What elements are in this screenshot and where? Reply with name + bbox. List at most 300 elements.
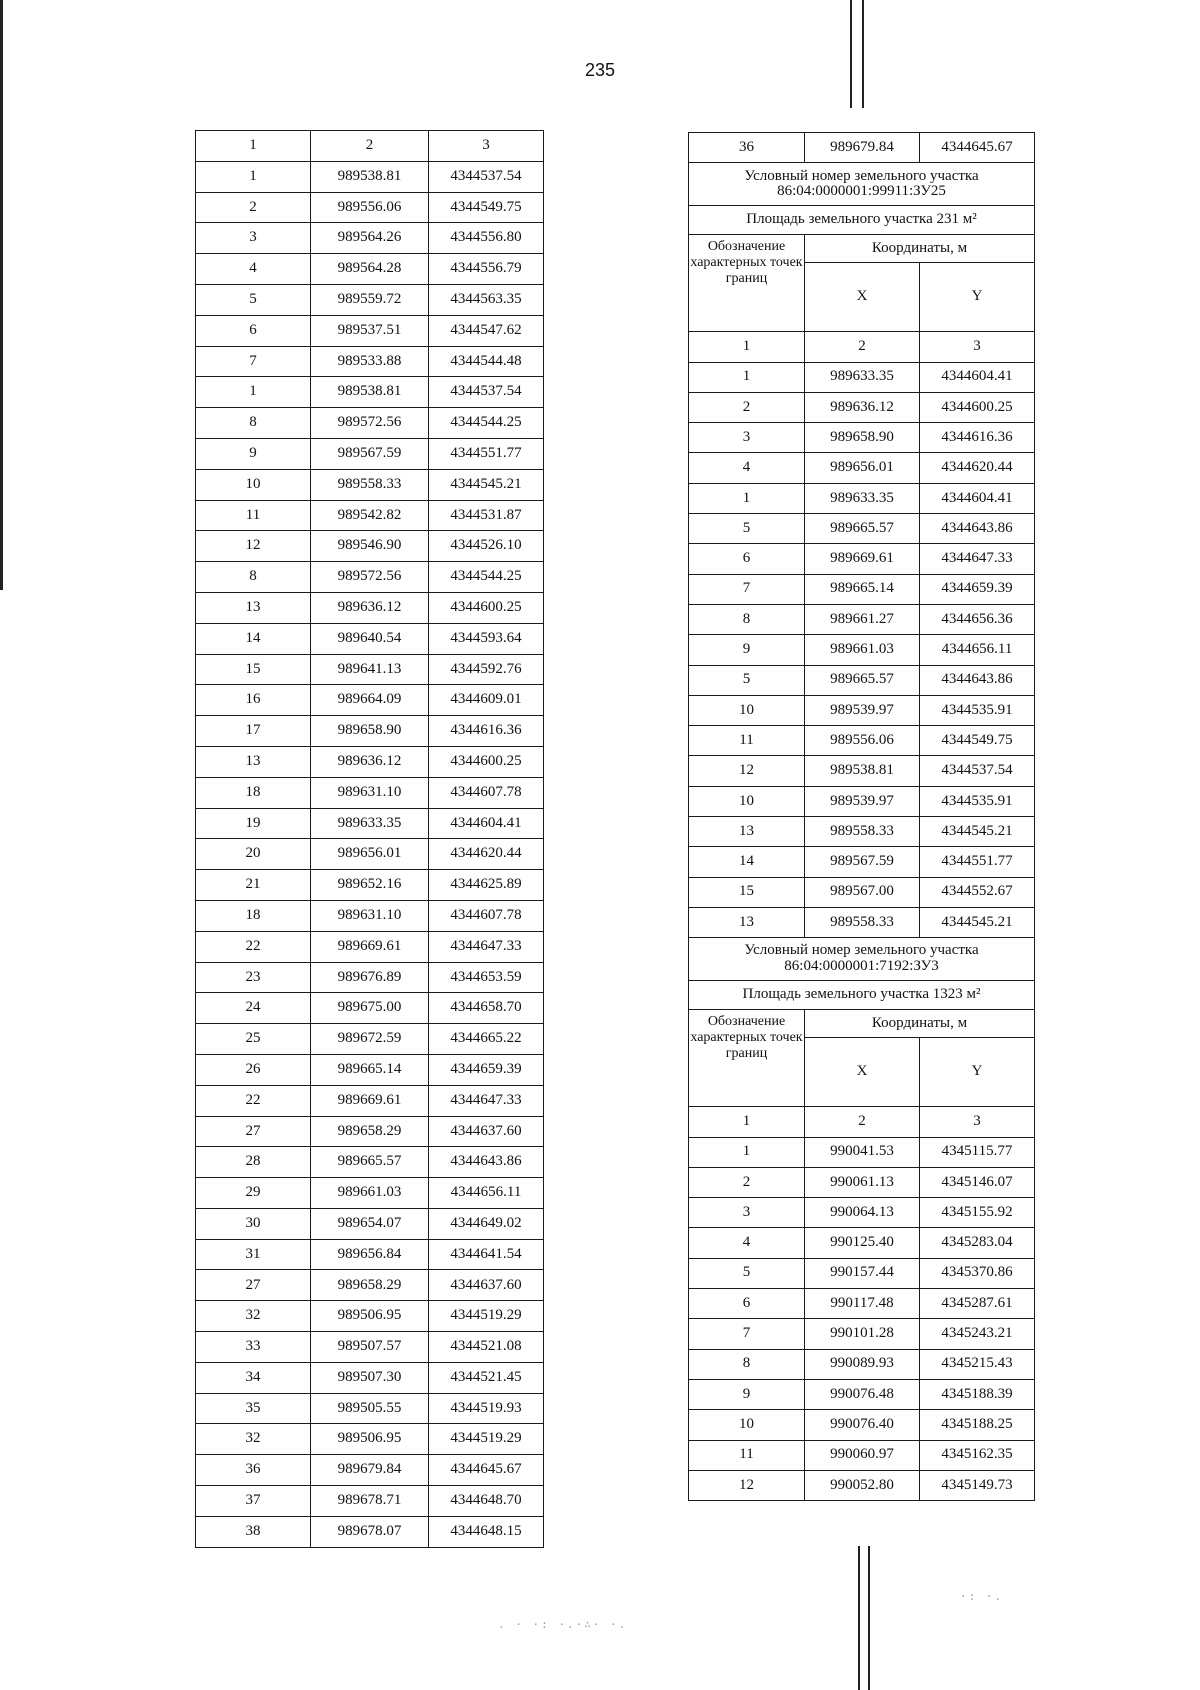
y-coordinate-cell: 4344637.60 bbox=[429, 1116, 544, 1147]
table-row bbox=[196, 1085, 544, 1116]
point-number-cell: 22 bbox=[196, 1085, 311, 1116]
table-row bbox=[689, 665, 1035, 695]
parcel-number-title: Условный номер земельного участка 86:04:0000001:99911:ЗУ25 bbox=[689, 163, 1035, 206]
x-coordinate-cell: 989539.97 bbox=[805, 695, 920, 725]
point-number-cell: 19 bbox=[196, 808, 311, 839]
coordinates-header: Координаты, м bbox=[805, 235, 1035, 263]
table-row bbox=[689, 726, 1035, 756]
column-index-row bbox=[689, 1107, 1035, 1137]
table-row bbox=[196, 192, 544, 223]
y-coordinate-cell: 4344656.11 bbox=[920, 635, 1035, 665]
table-row bbox=[196, 1270, 544, 1301]
table-row bbox=[689, 423, 1035, 453]
table-row bbox=[689, 847, 1035, 877]
y-coordinate-cell: 4345370.86 bbox=[920, 1258, 1035, 1288]
y-coordinate-cell: 4344549.75 bbox=[429, 192, 544, 223]
x-coordinate-cell: 989636.12 bbox=[311, 592, 429, 623]
x-coordinate-cell: 989506.95 bbox=[311, 1301, 429, 1332]
x-coordinate-cell: 989631.10 bbox=[311, 777, 429, 808]
table-row bbox=[196, 531, 544, 562]
table-row bbox=[689, 907, 1035, 937]
table-row bbox=[689, 1228, 1035, 1258]
x-coordinate-cell: 989546.90 bbox=[311, 531, 429, 562]
point-number-cell: 2 bbox=[196, 192, 311, 223]
x-coordinate-cell: 989567.59 bbox=[311, 438, 429, 469]
point-number-cell: 3 bbox=[689, 1198, 805, 1228]
y-coordinate-cell: 4344604.41 bbox=[920, 362, 1035, 392]
x-coordinate-cell: 989558.33 bbox=[311, 469, 429, 500]
x-coordinate-cell: 989669.61 bbox=[805, 544, 920, 574]
point-number-cell: 32 bbox=[196, 1301, 311, 1332]
point-number-cell: 38 bbox=[196, 1516, 311, 1547]
y-coordinate-cell: 4344521.08 bbox=[429, 1332, 544, 1363]
x-coordinate-cell: 989640.54 bbox=[311, 623, 429, 654]
y-coordinate-cell: 4345155.92 bbox=[920, 1198, 1035, 1228]
y-coordinate-cell: 4345149.73 bbox=[920, 1470, 1035, 1500]
column-index-cell: 1 bbox=[689, 1107, 805, 1137]
table-row bbox=[196, 1424, 544, 1455]
scan-noise: . · ·: ·.·∴· ·. bbox=[498, 1618, 628, 1631]
table-row bbox=[689, 695, 1035, 725]
x-coordinate-cell: 990052.80 bbox=[805, 1470, 920, 1500]
x-coordinate-cell: 989633.35 bbox=[311, 808, 429, 839]
point-number-cell: 11 bbox=[689, 1440, 805, 1470]
point-number-cell: 2 bbox=[689, 1167, 805, 1197]
x-coordinate-cell: 989669.61 bbox=[311, 931, 429, 962]
x-coordinate-cell: 990061.13 bbox=[805, 1167, 920, 1197]
right-coordinates-table bbox=[688, 132, 1035, 1501]
x-coordinate-cell: 989678.71 bbox=[311, 1486, 429, 1517]
point-number-cell: 5 bbox=[689, 1258, 805, 1288]
table-row bbox=[196, 254, 544, 285]
table-row bbox=[196, 654, 544, 685]
point-number-cell: 12 bbox=[196, 531, 311, 562]
point-number-cell: 27 bbox=[196, 1116, 311, 1147]
point-number-cell: 13 bbox=[196, 592, 311, 623]
y-coordinate-cell: 4344551.77 bbox=[429, 438, 544, 469]
y-coordinate-cell: 4344607.78 bbox=[429, 900, 544, 931]
table-row bbox=[689, 1379, 1035, 1409]
point-number-cell: 4 bbox=[196, 254, 311, 285]
x-coordinate-cell: 990117.48 bbox=[805, 1289, 920, 1319]
x-coordinate-cell: 989675.00 bbox=[311, 993, 429, 1024]
table-row bbox=[196, 931, 544, 962]
point-number-cell: 8 bbox=[196, 408, 311, 439]
x-coordinate-cell: 989658.29 bbox=[311, 1116, 429, 1147]
table-row bbox=[689, 817, 1035, 847]
scan-binding-line-top-1 bbox=[850, 0, 852, 108]
table-row bbox=[689, 877, 1035, 907]
table-row bbox=[689, 514, 1035, 544]
point-number-cell: 16 bbox=[196, 685, 311, 716]
y-coordinate-cell: 4344656.11 bbox=[429, 1178, 544, 1209]
x-coordinate-cell: 989669.61 bbox=[311, 1085, 429, 1116]
point-number-cell: 9 bbox=[689, 1379, 805, 1409]
y-coordinate-cell: 4344658.70 bbox=[429, 993, 544, 1024]
table-row bbox=[196, 777, 544, 808]
point-number-cell: 4 bbox=[689, 1228, 805, 1258]
x-coordinate-cell: 989654.07 bbox=[311, 1208, 429, 1239]
column-index-cell: 3 bbox=[429, 131, 544, 162]
point-number-cell: 6 bbox=[689, 1289, 805, 1319]
x-coordinate-cell: 989537.51 bbox=[311, 315, 429, 346]
y-coordinate-cell: 4344625.89 bbox=[429, 870, 544, 901]
table-row bbox=[689, 1289, 1035, 1319]
point-number-cell: 28 bbox=[196, 1147, 311, 1178]
x-coordinate-cell: 989679.84 bbox=[311, 1455, 429, 1486]
point-number-cell: 37 bbox=[196, 1486, 311, 1517]
y-coordinate-cell: 4344645.67 bbox=[920, 133, 1035, 163]
table-row bbox=[689, 1440, 1035, 1470]
x-coordinate-cell: 989678.07 bbox=[311, 1516, 429, 1547]
table-row bbox=[196, 469, 544, 500]
point-number-cell: 8 bbox=[689, 1349, 805, 1379]
y-coordinate-cell: 4344648.70 bbox=[429, 1486, 544, 1517]
y-coordinate-cell: 4344551.77 bbox=[920, 847, 1035, 877]
y-coordinate-cell: 4344653.59 bbox=[429, 962, 544, 993]
point-number-cell: 23 bbox=[196, 962, 311, 993]
y-coordinate-cell: 4345287.61 bbox=[920, 1289, 1035, 1319]
y-coordinate-cell: 4344600.25 bbox=[920, 392, 1035, 422]
point-number-cell: 1 bbox=[689, 362, 805, 392]
parcel-area-row bbox=[689, 981, 1035, 1010]
y-coordinate-cell: 4344616.36 bbox=[920, 423, 1035, 453]
point-number-cell: 18 bbox=[196, 777, 311, 808]
y-coordinate-cell: 4344519.93 bbox=[429, 1393, 544, 1424]
x-coordinate-cell: 989507.57 bbox=[311, 1332, 429, 1363]
table-row bbox=[196, 1239, 544, 1270]
y-coordinate-cell: 4344519.29 bbox=[429, 1301, 544, 1332]
column-index-cell: 2 bbox=[805, 1107, 920, 1137]
x-coordinate-cell: 989656.84 bbox=[311, 1239, 429, 1270]
scan-noise-2: ·: ·. bbox=[960, 1590, 1004, 1603]
table-row bbox=[689, 453, 1035, 483]
point-number-cell: 32 bbox=[196, 1424, 311, 1455]
column-index-cell: 2 bbox=[311, 131, 429, 162]
point-number-cell: 18 bbox=[196, 900, 311, 931]
y-coordinate-cell: 4344620.44 bbox=[920, 453, 1035, 483]
column-index-cell: 3 bbox=[920, 332, 1035, 362]
parcel-title-row bbox=[689, 163, 1035, 206]
x-coordinate-cell: 989636.12 bbox=[805, 392, 920, 422]
table-row bbox=[196, 315, 544, 346]
y-coordinate-cell: 4344643.86 bbox=[920, 514, 1035, 544]
point-number-cell: 5 bbox=[689, 665, 805, 695]
x-coordinate-cell: 989564.28 bbox=[311, 254, 429, 285]
column-index-cell: 1 bbox=[689, 332, 805, 362]
scan-binding-line-top-2 bbox=[862, 0, 864, 108]
scan-binding-line-bottom-2 bbox=[868, 1546, 870, 1690]
column-index-cell: 3 bbox=[920, 1107, 1035, 1137]
designation-header: Обозначение характерных точек границ bbox=[689, 1010, 805, 1107]
designation-header: Обозначение характерных точек границ bbox=[689, 235, 805, 332]
x-coordinate-cell: 989542.82 bbox=[311, 500, 429, 531]
y-coordinate-cell: 4344545.21 bbox=[920, 817, 1035, 847]
y-coordinate-cell: 4345188.25 bbox=[920, 1410, 1035, 1440]
point-number-cell: 29 bbox=[196, 1178, 311, 1209]
point-number-cell: 13 bbox=[196, 746, 311, 777]
table-row bbox=[196, 408, 544, 439]
x-coordinate-cell: 989572.56 bbox=[311, 408, 429, 439]
parcel-title-row bbox=[689, 938, 1035, 981]
x-coordinate-cell: 989538.81 bbox=[311, 377, 429, 408]
column-index-row bbox=[689, 332, 1035, 362]
point-number-cell: 12 bbox=[689, 1470, 805, 1500]
y-coordinate-cell: 4344545.21 bbox=[429, 469, 544, 500]
table-row bbox=[196, 685, 544, 716]
page-number: 235 bbox=[584, 60, 616, 80]
y-coordinate-cell: 4344620.44 bbox=[429, 839, 544, 870]
y-coordinate-cell: 4344547.62 bbox=[429, 315, 544, 346]
y-axis-header: Y bbox=[920, 263, 1035, 332]
y-coordinate-cell: 4344592.76 bbox=[429, 654, 544, 685]
table-row bbox=[689, 1198, 1035, 1228]
y-coordinate-cell: 4344521.45 bbox=[429, 1362, 544, 1393]
x-coordinate-cell: 989679.84 bbox=[805, 133, 920, 163]
point-number-cell: 9 bbox=[196, 438, 311, 469]
table-row bbox=[196, 1516, 544, 1547]
x-coordinate-cell: 989559.72 bbox=[311, 284, 429, 315]
x-coordinate-cell: 989658.90 bbox=[311, 716, 429, 747]
coordinates-header: Координаты, м bbox=[805, 1010, 1035, 1038]
y-coordinate-cell: 4344537.54 bbox=[429, 161, 544, 192]
y-coordinate-cell: 4344647.33 bbox=[920, 544, 1035, 574]
point-number-cell: 15 bbox=[196, 654, 311, 685]
y-coordinate-cell: 4344647.33 bbox=[429, 931, 544, 962]
point-number-cell: 7 bbox=[689, 574, 805, 604]
point-number-cell: 4 bbox=[689, 453, 805, 483]
table-row bbox=[196, 1393, 544, 1424]
table-row bbox=[196, 592, 544, 623]
point-number-cell: 9 bbox=[689, 635, 805, 665]
y-coordinate-cell: 4345162.35 bbox=[920, 1440, 1035, 1470]
y-coordinate-cell: 4344531.87 bbox=[429, 500, 544, 531]
y-coordinate-cell: 4344659.39 bbox=[920, 574, 1035, 604]
table-row bbox=[196, 962, 544, 993]
table-row bbox=[196, 562, 544, 593]
point-number-cell: 1 bbox=[689, 1137, 805, 1167]
point-number-cell: 3 bbox=[196, 223, 311, 254]
point-number-cell: 1 bbox=[689, 483, 805, 513]
point-number-cell: 26 bbox=[196, 1054, 311, 1085]
x-coordinate-cell: 989633.35 bbox=[805, 483, 920, 513]
y-coordinate-cell: 4344535.91 bbox=[920, 786, 1035, 816]
x-coordinate-cell: 989567.59 bbox=[805, 847, 920, 877]
x-coordinate-cell: 989558.33 bbox=[805, 907, 920, 937]
point-number-cell: 1 bbox=[196, 161, 311, 192]
point-number-cell: 14 bbox=[196, 623, 311, 654]
x-coordinate-cell: 989558.33 bbox=[805, 817, 920, 847]
table-row bbox=[196, 1301, 544, 1332]
y-coordinate-cell: 4344659.39 bbox=[429, 1054, 544, 1085]
y-coordinate-cell: 4344641.54 bbox=[429, 1239, 544, 1270]
point-number-cell: 1 bbox=[196, 377, 311, 408]
x-coordinate-cell: 989533.88 bbox=[311, 346, 429, 377]
x-coordinate-cell: 990076.48 bbox=[805, 1379, 920, 1409]
y-coordinate-cell: 4345283.04 bbox=[920, 1228, 1035, 1258]
table-row bbox=[196, 346, 544, 377]
table-row bbox=[689, 1137, 1035, 1167]
table-row bbox=[196, 438, 544, 469]
table-row bbox=[689, 574, 1035, 604]
point-number-cell: 10 bbox=[689, 1410, 805, 1440]
x-coordinate-cell: 990089.93 bbox=[805, 1349, 920, 1379]
table-row bbox=[689, 635, 1035, 665]
point-number-cell: 34 bbox=[196, 1362, 311, 1393]
point-number-cell: 10 bbox=[689, 786, 805, 816]
x-coordinate-cell: 989572.56 bbox=[311, 562, 429, 593]
table-row bbox=[689, 392, 1035, 422]
table-row bbox=[689, 1470, 1035, 1500]
table-row bbox=[196, 1208, 544, 1239]
table-row bbox=[196, 900, 544, 931]
point-number-cell: 6 bbox=[196, 315, 311, 346]
y-coordinate-cell: 4344604.41 bbox=[920, 483, 1035, 513]
x-coordinate-cell: 989633.35 bbox=[805, 362, 920, 392]
y-coordinate-cell: 4344544.25 bbox=[429, 408, 544, 439]
x-coordinate-cell: 989665.57 bbox=[311, 1147, 429, 1178]
x-coordinate-cell: 989656.01 bbox=[805, 453, 920, 483]
x-coordinate-cell: 989661.27 bbox=[805, 604, 920, 634]
table-row bbox=[196, 161, 544, 192]
point-number-cell: 8 bbox=[689, 604, 805, 634]
table-row bbox=[689, 786, 1035, 816]
table-row bbox=[689, 604, 1035, 634]
table-row bbox=[689, 1167, 1035, 1197]
x-coordinate-cell: 989556.06 bbox=[805, 726, 920, 756]
point-number-cell: 11 bbox=[689, 726, 805, 756]
x-coordinate-cell: 990076.40 bbox=[805, 1410, 920, 1440]
table-row bbox=[196, 223, 544, 254]
column-index-cell: 1 bbox=[196, 131, 311, 162]
point-number-cell: 14 bbox=[689, 847, 805, 877]
x-coordinate-cell: 989665.14 bbox=[805, 574, 920, 604]
parcel-area-row bbox=[689, 206, 1035, 235]
point-number-cell: 10 bbox=[196, 469, 311, 500]
point-number-cell: 27 bbox=[196, 1270, 311, 1301]
x-coordinate-cell: 990060.97 bbox=[805, 1440, 920, 1470]
x-coordinate-cell: 990064.13 bbox=[805, 1198, 920, 1228]
point-number-cell: 8 bbox=[196, 562, 311, 593]
y-coordinate-cell: 4344637.60 bbox=[429, 1270, 544, 1301]
y-coordinate-cell: 4345215.43 bbox=[920, 1349, 1035, 1379]
y-coordinate-cell: 4344600.25 bbox=[429, 592, 544, 623]
parcel-area: Площадь земельного участка 231 м² bbox=[689, 206, 1035, 235]
column-index-cell: 2 bbox=[805, 332, 920, 362]
y-coordinate-cell: 4344526.10 bbox=[429, 531, 544, 562]
y-coordinate-cell: 4344552.67 bbox=[920, 877, 1035, 907]
table-row bbox=[196, 716, 544, 747]
x-coordinate-cell: 989505.55 bbox=[311, 1393, 429, 1424]
x-coordinate-cell: 990041.53 bbox=[805, 1137, 920, 1167]
point-number-cell: 5 bbox=[196, 284, 311, 315]
x-coordinate-cell: 989507.30 bbox=[311, 1362, 429, 1393]
point-number-cell: 15 bbox=[689, 877, 805, 907]
x-coordinate-cell: 989658.90 bbox=[805, 423, 920, 453]
table-row bbox=[196, 993, 544, 1024]
point-number-cell: 13 bbox=[689, 817, 805, 847]
table-row bbox=[196, 377, 544, 408]
y-coordinate-cell: 4344645.67 bbox=[429, 1455, 544, 1486]
table-row bbox=[196, 1362, 544, 1393]
x-coordinate-cell: 989661.03 bbox=[805, 635, 920, 665]
table-row bbox=[196, 746, 544, 777]
x-coordinate-cell: 989665.14 bbox=[311, 1054, 429, 1085]
x-coordinate-cell: 989556.06 bbox=[311, 192, 429, 223]
point-number-cell: 22 bbox=[196, 931, 311, 962]
x-coordinate-cell: 989676.89 bbox=[311, 962, 429, 993]
point-number-cell: 35 bbox=[196, 1393, 311, 1424]
table-row bbox=[196, 839, 544, 870]
point-number-cell: 30 bbox=[196, 1208, 311, 1239]
x-coordinate-cell: 989564.26 bbox=[311, 223, 429, 254]
y-coordinate-cell: 4344656.36 bbox=[920, 604, 1035, 634]
table-row bbox=[689, 1258, 1035, 1288]
point-number-cell: 7 bbox=[196, 346, 311, 377]
x-coordinate-cell: 989665.57 bbox=[805, 514, 920, 544]
table-row bbox=[196, 1332, 544, 1363]
left-coordinates-table bbox=[195, 130, 544, 1548]
x-coordinate-cell: 989567.00 bbox=[805, 877, 920, 907]
table-row bbox=[196, 1486, 544, 1517]
point-number-cell: 24 bbox=[196, 993, 311, 1024]
table-row bbox=[196, 500, 544, 531]
point-number-cell: 6 bbox=[689, 544, 805, 574]
x-coordinate-cell: 989636.12 bbox=[311, 746, 429, 777]
table-row bbox=[196, 808, 544, 839]
x-axis-header: X bbox=[805, 263, 920, 332]
y-coordinate-cell: 4345115.77 bbox=[920, 1137, 1035, 1167]
y-coordinate-cell: 4345188.39 bbox=[920, 1379, 1035, 1409]
x-coordinate-cell: 989664.09 bbox=[311, 685, 429, 716]
point-number-cell: 2 bbox=[689, 392, 805, 422]
x-coordinate-cell: 990125.40 bbox=[805, 1228, 920, 1258]
scan-binding-line-bottom-1 bbox=[858, 1546, 860, 1690]
table-row bbox=[689, 483, 1035, 513]
table-row bbox=[196, 1024, 544, 1055]
y-axis-header: Y bbox=[920, 1038, 1035, 1107]
x-coordinate-cell: 989672.59 bbox=[311, 1024, 429, 1055]
y-coordinate-cell: 4344545.21 bbox=[920, 907, 1035, 937]
point-number-cell: 5 bbox=[689, 514, 805, 544]
y-coordinate-cell: 4344607.78 bbox=[429, 777, 544, 808]
point-number-cell: 7 bbox=[689, 1319, 805, 1349]
y-coordinate-cell: 4344535.91 bbox=[920, 695, 1035, 725]
point-number-cell: 17 bbox=[196, 716, 311, 747]
column-header-row bbox=[689, 235, 1035, 263]
point-number-cell: 36 bbox=[196, 1455, 311, 1486]
y-coordinate-cell: 4344556.80 bbox=[429, 223, 544, 254]
table-row bbox=[689, 1349, 1035, 1379]
parcel-number-title: Условный номер земельного участка 86:04:0000001:7192:ЗУ3 bbox=[689, 938, 1035, 981]
y-coordinate-cell: 4344616.36 bbox=[429, 716, 544, 747]
x-coordinate-cell: 989641.13 bbox=[311, 654, 429, 685]
table-row bbox=[689, 1410, 1035, 1440]
point-number-cell: 21 bbox=[196, 870, 311, 901]
point-number-cell: 11 bbox=[196, 500, 311, 531]
x-coordinate-cell: 989665.57 bbox=[805, 665, 920, 695]
point-number-cell: 33 bbox=[196, 1332, 311, 1363]
table-row bbox=[689, 1319, 1035, 1349]
y-coordinate-cell: 4344643.86 bbox=[920, 665, 1035, 695]
table-row bbox=[196, 1455, 544, 1486]
x-coordinate-cell: 989661.03 bbox=[311, 1178, 429, 1209]
table-row bbox=[196, 870, 544, 901]
table-row bbox=[196, 1116, 544, 1147]
x-coordinate-cell: 990157.44 bbox=[805, 1258, 920, 1288]
y-coordinate-cell: 4344537.54 bbox=[429, 377, 544, 408]
x-coordinate-cell: 989656.01 bbox=[311, 839, 429, 870]
